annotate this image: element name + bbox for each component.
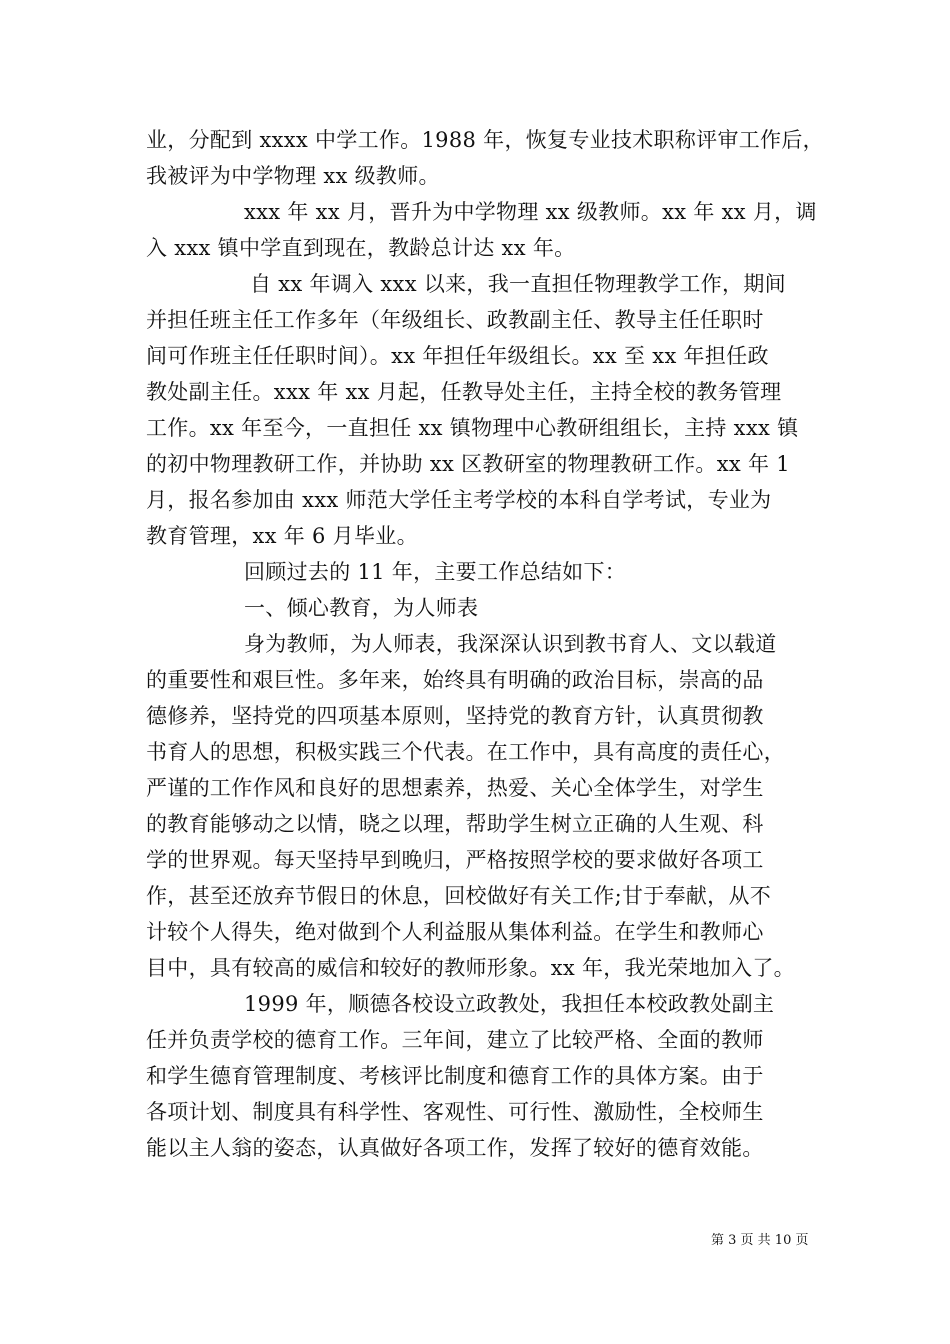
text-line: 回顾过去的 11 年，主要工作总结如下： bbox=[244, 560, 627, 584]
text-line: 作，甚至还放弃节假日的休息，回校做好有关工作;甘于奉献，从不 bbox=[146, 884, 772, 908]
text-line: 目中，具有较高的威信和较好的教师形象。xx 年，我光荣地加入了。 bbox=[146, 956, 795, 980]
text-line: xxx 年 xx 月，晋升为中学物理 xx 级教师。xx 年 xx 月，调 bbox=[244, 200, 817, 224]
text-line: 书育人的思想，积极实践三个代表。在工作中，具有高度的责任心， bbox=[146, 740, 785, 764]
text-line: 各项计划、制度具有科学性、客观性、可行性、激励性，全校师生 bbox=[146, 1100, 764, 1124]
text-line: 间可作班主任任职时间）。xx 年担任年级组长。xx 至 xx 年担任政 bbox=[146, 344, 769, 368]
text-line: 业，分配到 xxxx 中学工作。1988 年，恢复专业技术职称评审工作后， bbox=[146, 128, 824, 152]
text-line: 身为教师，为人师表，我深深认识到教书育人、文以载道 bbox=[244, 632, 777, 656]
text-line: 和学生德育管理制度、考核评比制度和德育工作的具体方案。由于 bbox=[146, 1064, 764, 1088]
text-line: 工作。xx 年至今，一直担任 xx 镇物理中心教研组组长，主持 xxx 镇 bbox=[146, 416, 799, 440]
text-line: 1999 年，顺德各校设立政教处，我担任本校政教处副主 bbox=[244, 992, 775, 1016]
text-line: 计较个人得失，绝对做到个人利益服从集体利益。在学生和教师心 bbox=[146, 920, 764, 944]
page-footer: 第 3 页 共 10 页 bbox=[711, 1233, 809, 1248]
text-line: 能以主人翁的姿态，认真做好各项工作，发挥了较好的德育效能。 bbox=[146, 1136, 764, 1160]
text-line: 我被评为中学物理 xx 级教师。 bbox=[146, 164, 440, 188]
text-line: 的重要性和艰巨性。多年来，始终具有明确的政治目标，崇高的品 bbox=[146, 668, 764, 692]
section-heading: 一、倾心教育，为人师表 bbox=[244, 596, 479, 620]
text-line: 教育管理，xx 年 6 月毕业。 bbox=[146, 524, 418, 548]
text-line: 自 xx 年调入 xxx 以来，我一直担任物理教学工作，期间 bbox=[250, 272, 786, 296]
text-line: 教处副主任。xxx 年 xx 月起，任教导处主任，主持全校的教务管理 bbox=[146, 380, 782, 404]
text-line: 月，报名参加由 xxx 师范大学任主考学校的本科自学考试，专业为 bbox=[146, 488, 772, 512]
text-line: 的初中物理教研工作，并协助 xx 区教研室的物理教研工作。xx 年 1 bbox=[146, 452, 790, 476]
text-line: 入 xxx 镇中学直到现在，教龄总计达 xx 年。 bbox=[146, 236, 576, 260]
text-line: 的教育能够动之以情，晓之以理，帮助学生树立正确的人生观、科 bbox=[146, 812, 764, 836]
text-line: 德修养，坚持党的四项基本原则，坚持党的教育方针，认真贯彻教 bbox=[146, 704, 764, 728]
text-line: 严谨的工作作风和良好的思想素养，热爱、关心全体学生，对学生 bbox=[146, 776, 764, 800]
text-line: 任并负责学校的德育工作。三年间，建立了比较严格、全面的教师 bbox=[146, 1028, 764, 1052]
text-line: 学的世界观。每天坚持早到晚归，严格按照学校的要求做好各项工 bbox=[146, 848, 764, 872]
text-line: 并担任班主任工作多年（年级组长、政教副主任、教导主任任职时 bbox=[146, 308, 764, 332]
